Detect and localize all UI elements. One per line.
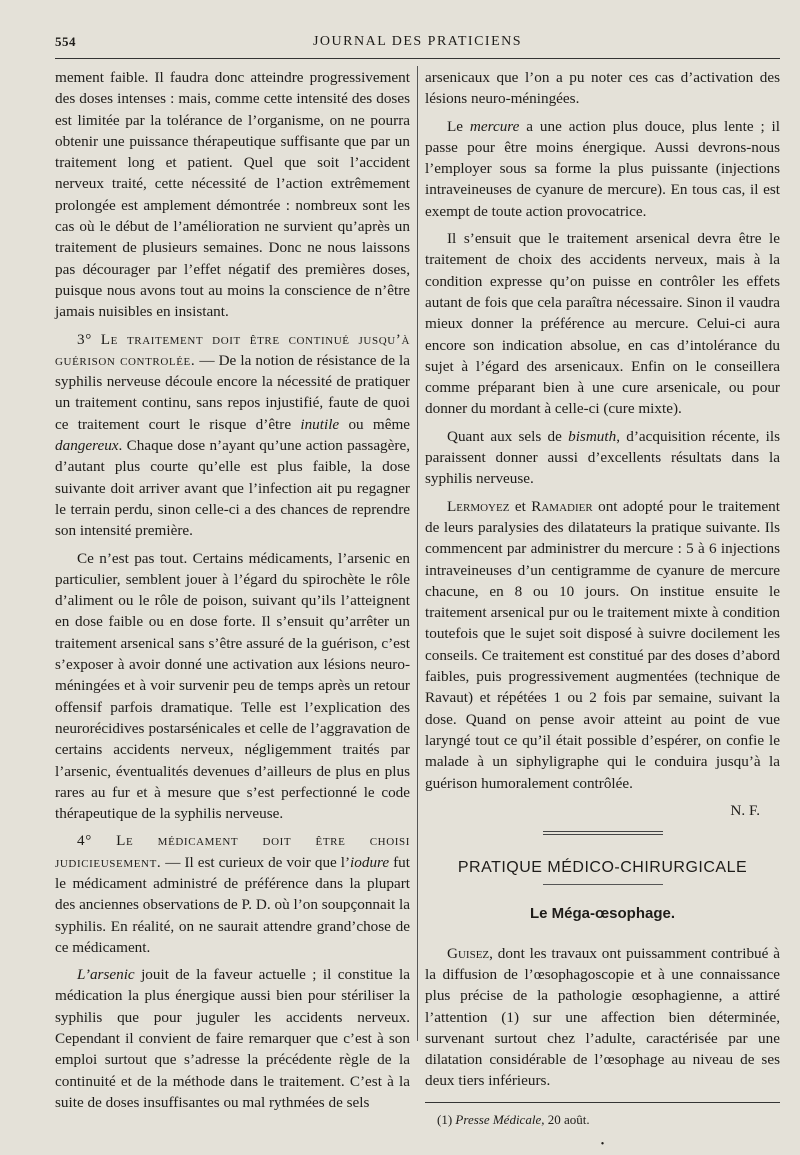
page-number: 554 xyxy=(55,34,76,49)
right-column xyxy=(425,67,780,1155)
footnote-source: Presse Médicale xyxy=(455,1111,542,1127)
rule-3-emphasis-inutile: inutile xyxy=(300,415,340,433)
rule-3-emphasis-dangereux: dangereux xyxy=(55,437,119,455)
paragraph-continuation-right: arsenicaux que l’on a pu noter ces cas d’activation des lésions neuro-méningées. xyxy=(425,69,780,108)
rule-3-text-mid: ou même xyxy=(339,415,411,433)
rule-3-text: — De la notion de résistance de la syphilis nerveuse découle encore la nécessité de pratiquer un traitement continu, sans repos injustifié, faute de quoi ce traitement court le risque d’être xyxy=(55,351,410,433)
author-lermoyez: Lermoyez xyxy=(447,497,510,515)
column-divider xyxy=(417,66,418,1041)
left-column xyxy=(55,67,410,1119)
paragraph-rule-3 xyxy=(55,329,410,542)
paragraph-mercure xyxy=(425,116,780,222)
rule-4-text-rest: fut le médicament administré de préférence dans la plupart des anciennes observations de P. D. où l’on soupçonnait la syphilis. En réalité, on ne saurait attendre grand’chose de ce médicament. xyxy=(55,853,410,956)
rule-4-heading: 4° Le médicament doit être choisi judicieusement. xyxy=(55,832,410,871)
article-title: Le Méga-œsophage. xyxy=(529,905,675,923)
bullet-mark: • xyxy=(600,1139,605,1151)
header-rule xyxy=(55,58,780,59)
footnote-number: (1) xyxy=(437,1111,456,1127)
footnote-date: , 20 août. xyxy=(541,1111,590,1127)
paragraph-arsenic-explanation: Ce n’est pas tout. Certains médicaments, l’arsenic en particulier, semblent jouer à l’égard du spirochète le rôle d’aliment ou le rôle de poison, suivant qu’ils l’atteignent en dose faible ou en dose forte. Il s’ensuit qu’arrêter un traitement arsenical sans s’être assuré de la guérison, c’est s’exposer à avoir donné une activation aux lésions neuro-méningées et à voir survenir peu de temps après un retour offensif parfois dramatique. Telle est l’explication des neurorécidives postarsénicales et celle de l’aggravation de certains accidents nerveux, négligemment traités par l’arsenic, éventualités devenues d’ailleurs de plus en plus rares au fur et à mesure que s’est perfectionné le code thérapeutique de la syphilis nerveuse. xyxy=(55,549,410,823)
page-header xyxy=(55,34,780,58)
author-guisez: Guisez xyxy=(447,944,490,962)
paragraph-lermoyez xyxy=(425,496,780,794)
lermoyez-text: ont adopté pour le traitement de leurs paralysies des dilatateurs la pratique suivante. Ils commencent par administrer du mercure : 5 à 6 injections intraveineuses d’un centigramme de cyanure de mercure chacune, en 8 ou 10 jours. On institue ensuite le traitement arsenical pur ou le traitement mixte à condition toutefois que le sujet soit disposé à suivre docilement les conseils. Ce traitement est constitué par des doses d’abord faibles, puis progressivement augmentées (technique de Ravaut) et répétées 1 ou 2 fois par semaine, suivant la dose. Quand on pense avoir atteint au point de vue laryngé tout ce qu’il était possible d’espérer, on confie le malade à un siphyligraphe qui le conduira jusqu’à la guérison humoralement contrôlée. xyxy=(425,497,780,792)
mercure-text: a une action plus douce, plus lente ; il passe pour être moins énergique. Aussi devrons-nous l’employer sous sa forme la plus puissante (injections intraveineuses de cyanure de mercure). En tous cas, il est exempt de toute action provocatrice. xyxy=(425,117,780,220)
bismuth-text: , d’acquisition récente, ils paraissent donner aussi d’excellents résultats dans la syphilis nerveuse. xyxy=(425,427,780,488)
bismuth-emphasis: bismuth xyxy=(568,427,617,445)
signature: N. F. xyxy=(730,801,760,819)
footnote xyxy=(425,1109,780,1130)
section-rule-top xyxy=(543,831,663,835)
author-ramadier: Ramadier xyxy=(531,497,593,515)
rule-4-emphasis-iodure: iodure xyxy=(350,853,390,871)
paragraph-arsenic xyxy=(55,964,410,1113)
paragraph-guisez xyxy=(425,943,780,1092)
section-title: PRATIQUE MÉDICO-CHIRURGICALE xyxy=(457,859,748,877)
journal-title: JOURNAL DES PRATICIENS xyxy=(312,34,523,49)
rule-4-text: — Il est curieux de voir que l’ xyxy=(161,853,351,871)
paragraph-continuation: mement faible. Il faudra donc atteindre progressivement des doses intenses : mais, comme cette intensité des doses est limitée par la tolérance de l’organisme, on ne pourra obtenir une puissance thérapeutique suffisante que par un traitement long et patient. Quel que soit l’accident nerveux traité, cette nécessité de l’action extrêmement prolongée est amplement démontrée : nombreux sont les cas où le début de l’amélioration ne survient qu’après un traitement de plusieurs semaines. Donc ne nous laissons pas décourager par l’effet négatif des premières doses, puisque nous avons tout au moins la conscience de n’être jamais nuisibles en insistant. xyxy=(55,69,410,321)
guisez-text: , dont les travaux ont puissamment contribué à la diffusion de l’œsophagoscopie et à une connaissance plus précise de la pathologie œsophagienne, a attiré l’attention (1) sur une affection bien déterminée, survenant surtout chez l’adulte, caractérisée par une dilatation considérable de l’œsophage au niveau de ses deux tiers inférieurs. xyxy=(425,944,780,1090)
author-conjunction: et xyxy=(509,497,532,515)
paragraph-bismuth xyxy=(425,426,780,490)
paragraph-rule-4 xyxy=(55,830,410,958)
arsenic-emphasis: L’arsenic xyxy=(77,966,135,984)
arsenic-text: jouit de la faveur actuelle ; il constitue la médication la plus énergique aussi bien pour stériliser la syphilis que pour juguler les accidents nerveux. Cependant il convient de faire remarquer que c’est à son emploi surtout que s’adresse la précédente règle de la continuité et de la méthode dans le traitement. C’est à la suite de doses insuffisantes ou mal rythmées de sels xyxy=(55,966,410,1111)
footnote-rule xyxy=(425,1102,780,1103)
paragraph-treatment-choice: Il s’ensuit que le traitement arsenical devra être le traitement de choix des accidents nerveux, mais à la condition expresse qu’on puisse en contrôler les effets autant de fois que cela paraîtra nécessaire. Sinon il vaudra mieux donner la préférence au mercure. Celui-ci aura encore son indication absolue, en cas d’intolérance du sujet à l’égard des arsenicaux. Enfin on le conseillera comme préparant bien à une cure arsenicale, ou pour donner du mordant à celle-ci (cure mixte). xyxy=(425,230,780,418)
bismuth-text-start: Quant aux sels de xyxy=(447,427,569,445)
rule-3-heading: 3° Le traitement doit être continué jusqu’à guérison controlée. xyxy=(55,330,410,369)
mercure-emphasis: mercure xyxy=(469,117,520,135)
mercure-text-start: Le xyxy=(447,117,470,135)
rule-3-text-rest: . Chaque dose n’ayant qu’une action passagère, d’autant plus courte qu’elle est plus faible, la dose suivante doit arriver avant que l’infection ait pu regagner le terrain perdu, sinon celle-ci a des chances de reprendre son intensité première. xyxy=(55,437,410,540)
section-rule-bottom xyxy=(543,884,663,885)
